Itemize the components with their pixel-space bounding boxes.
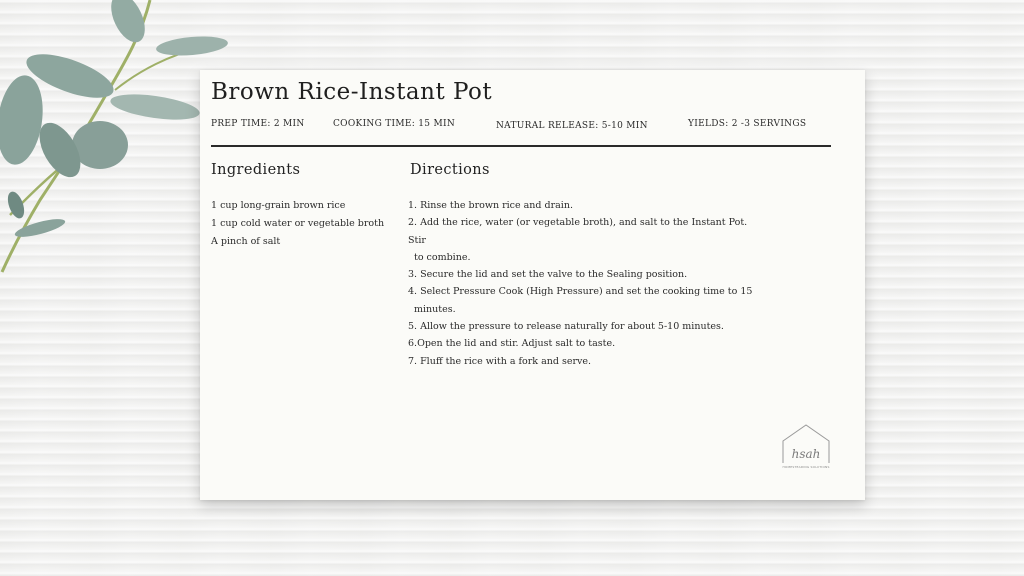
brand-logo xyxy=(777,423,835,469)
ingredients-heading: Ingredients xyxy=(211,162,301,178)
direction-step xyxy=(408,283,758,318)
direction-text-continued: minutes. xyxy=(414,303,456,315)
direction-text: 6.Open the lid and stir. Adjust salt to taste. xyxy=(408,338,616,350)
ingredients-list xyxy=(211,197,384,251)
direction-text: 2. Add the rice, water (or vegetable broth), and salt to the Instant Pot. Stir xyxy=(408,217,748,246)
header-divider xyxy=(211,145,831,147)
direction-step xyxy=(408,197,758,214)
house-logo-icon xyxy=(777,423,835,469)
direction-text: 3. Secure the lid and set the valve to the Sealing position. xyxy=(408,269,688,281)
cooking-time: COOKING TIME: 15 MIN xyxy=(333,119,456,129)
direction-step xyxy=(408,335,758,352)
natural-release: NATURAL RELEASE: 5-10 MIN xyxy=(496,121,648,131)
direction-text: 1. Rinse the brown rice and drain. xyxy=(408,200,573,211)
direction-step xyxy=(408,214,758,266)
ingredient-item: A pinch of salt xyxy=(211,236,281,247)
ingredient-item: 1 cup cold water or vegetable broth xyxy=(211,218,385,229)
directions-list xyxy=(408,197,758,370)
yields: YIELDS: 2 -3 SERVINGS xyxy=(688,119,807,129)
recipe-title: Brown Rice-Instant Pot xyxy=(211,79,493,105)
direction-step xyxy=(408,353,758,370)
direction-step xyxy=(408,318,758,335)
logo-tagline: HOMESTEADING SOLUTIONS xyxy=(782,465,830,469)
ingredient-item: 1 cup long-grain brown rice xyxy=(211,200,346,211)
recipe-card xyxy=(200,70,865,500)
direction-text: 5. Allow the pressure to release naturally for about 5-10 minutes. xyxy=(408,321,724,333)
direction-text: 7. Fluff the rice with a fork and serve. xyxy=(408,355,592,367)
direction-text-continued: to combine. xyxy=(414,251,471,263)
leaves xyxy=(0,0,229,241)
direction-step xyxy=(408,266,758,283)
prep-time: PREP TIME: 2 MIN xyxy=(211,119,305,129)
directions-heading: Directions xyxy=(410,162,490,178)
direction-text: 4. Select Pressure Cook (High Pressure) and set the cooking time to 15 xyxy=(408,286,753,298)
logo-mark: hsah xyxy=(791,447,821,461)
